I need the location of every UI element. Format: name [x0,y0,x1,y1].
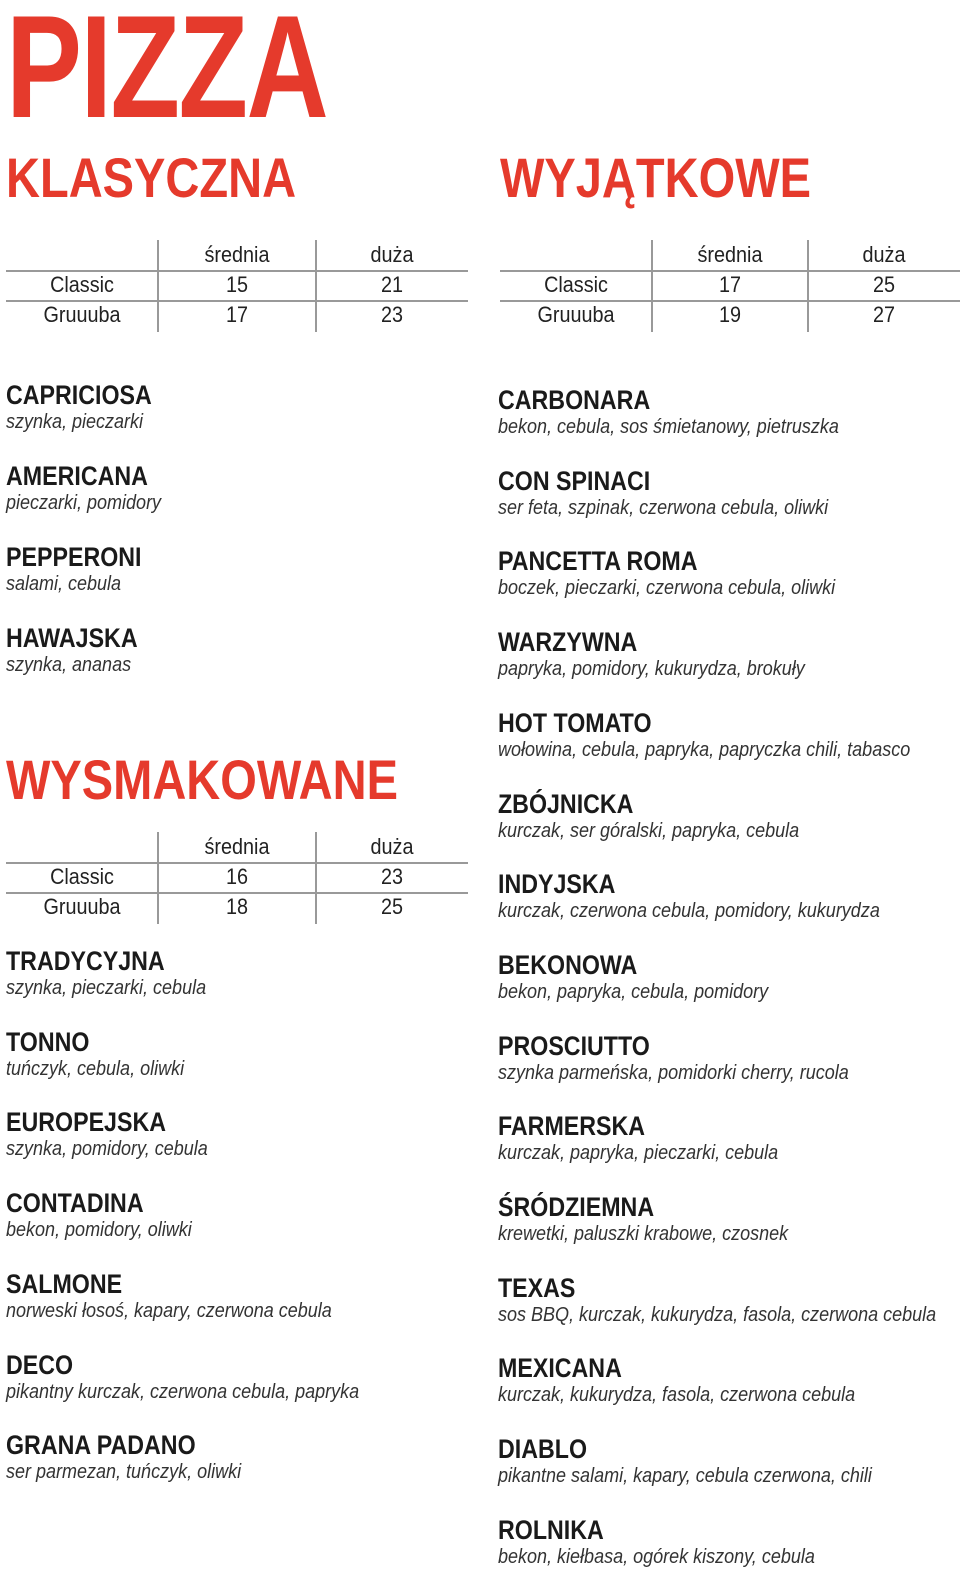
menu-item-name: PROSCIUTTO [498,1030,650,1061]
menu-item [498,708,956,762]
price-cell-label: Gruuuba [43,302,121,327]
menu-item-ingredients: bekon, kiełbasa, ogórek kiszony, cebula [498,1545,815,1568]
price-header-row [6,240,468,270]
price-cell-duza: 27 [872,302,896,327]
price-header-srednia: średnia [697,242,763,267]
menu-item-name: MEXICANA [498,1353,622,1384]
menu-item [498,1273,960,1327]
menu-item-name: HAWAJSKA [6,623,138,653]
section-title-wysmakowane: WYSMAKOWANE [6,748,398,811]
price-divider [500,300,960,302]
menu-item-name: CARBONARA [498,385,651,415]
price-row [500,270,960,300]
menu-item-ingredients: bekon, cebula, sos śmietanowy, pietruszka [498,416,839,438]
price-column-divider [807,240,809,332]
menu-item-ingredients: bekon, pomidory, oliwki [6,1219,192,1242]
menu-item-name: DIABLO [498,1434,588,1465]
menu-item [6,1430,267,1484]
price-header-duza: duża [862,242,906,267]
menu-item [498,869,922,923]
price-cell-srednia: 15 [225,272,249,297]
menu-item [498,385,877,439]
price-row [6,270,468,300]
menu-item-ingredients: norweski łosoś, kapary, czerwona cebula [6,1299,332,1322]
menu-item [498,789,833,843]
menu-item-name: WARZYWNA [498,627,638,658]
menu-item [6,623,159,677]
price-row [6,862,468,892]
price-table-wysmakowane [6,832,468,924]
price-table-wyjatkowe [500,240,960,332]
menu-item-ingredients: krewetki, paluszki krabowe, czosnek [498,1223,789,1245]
menu-item-ingredients: kurczak, kukurydza, fasola, czerwona cebula [498,1384,856,1407]
menu-item-name: HOT TOMATO [498,707,652,738]
menu-item-name: ROLNIKA [498,1514,604,1545]
menu-item-ingredients: pikantne salami, kapary, cebula czerwona, chili [498,1465,872,1488]
menu-item [498,1192,820,1246]
menu-item [498,950,798,1004]
menu-item-name: EUROPEJSKA [6,1107,167,1138]
menu-item-name: GRANA PADANO [6,1430,196,1461]
menu-item-ingredients: sos BBQ, kurczak, kukurydza, fasola, czerwona cebula [498,1303,937,1326]
menu-item [498,627,839,681]
menu-item-name: DECO [6,1349,74,1380]
menu-item-name: TONNO [6,1026,90,1057]
price-cell-srednia: 18 [225,894,249,919]
price-cell-srednia: 17 [718,272,742,297]
price-header-row [500,240,960,270]
menu-item [6,1107,230,1161]
menu-item [498,466,865,520]
menu-item-ingredients: kurczak, papryka, pieczarki, cebula [498,1142,779,1165]
menu-item-name: CONTADINA [6,1188,144,1219]
section-title-wyjatkowe: WYJĄTKOWE [500,146,811,209]
menu-item [498,1515,850,1569]
menu-item-name: AMERICANA [6,461,148,491]
menu-item [498,1111,809,1165]
menu-item-ingredients: kurczak, ser góralski, papryka, cebula [498,819,800,842]
price-cell-srednia: 17 [225,302,249,327]
page-title: PIZZA [6,0,328,148]
menu-item-name: PEPPERONI [6,542,142,572]
menu-item-ingredients: ser feta, szpinak, czerwona cebula, oliwki [498,496,829,519]
price-divider [6,270,468,272]
menu-item [6,380,176,434]
menu-item-name: PANCETTA ROMA [498,546,698,577]
price-divider [6,862,468,864]
price-header-row [6,832,468,862]
price-cell-duza: 25 [872,272,896,297]
price-divider [6,300,468,302]
menu-item-ingredients: papryka, pomidory, kukurydza, brokuły [498,658,805,681]
price-cell-label: Classic [50,864,114,889]
menu-item [6,1350,398,1404]
price-divider [6,892,468,894]
menu-item-ingredients: pieczarki, pomidory [6,492,162,514]
menu-item [498,1434,913,1488]
menu-item [6,1188,212,1242]
menu-item-ingredients: szynka parmeńska, pomidorki cherry, rucola [498,1061,849,1084]
price-column-divider [315,832,317,924]
menu-item-ingredients: kurczak, czerwona cebula, pomidory, kukurydza [498,900,880,923]
price-cell-srednia: 19 [718,302,742,327]
menu-item [6,946,228,1000]
menu-item-ingredients: szynka, pomidory, cebula [6,1138,208,1161]
price-cell-duza: 25 [380,894,404,919]
price-header-duza: duża [370,834,414,859]
menu-item-ingredients: boczek, pieczarki, czerwona cebula, oliwki [498,577,836,600]
menu-item-name: SALMONE [6,1268,123,1299]
menu-item-name: FARMERSKA [498,1111,646,1142]
menu-item [498,1353,895,1407]
menu-item [6,461,178,515]
menu-item-ingredients: pikantny kurczak, czerwona cebula, papryka [6,1380,360,1403]
price-table-klasyczna [6,240,468,332]
price-cell-label: Classic [544,272,608,297]
price-row [6,300,468,330]
menu-item-ingredients: ser parmezan, tuńczyk, oliwki [6,1461,242,1484]
price-row [6,892,468,922]
menu-item-ingredients: szynka, ananas [6,654,132,676]
menu-item-ingredients: salami, cebula [6,573,122,595]
price-column-divider [157,240,159,332]
menu-item [6,1027,204,1081]
price-cell-label: Gruuuba [43,894,121,919]
price-header-srednia: średnia [204,834,270,859]
menu-item-name: TRADYCYJNA [6,946,165,976]
menu-item-name: ZBÓJNICKA [498,788,634,819]
price-header-srednia: średnia [204,242,270,267]
price-cell-label: Classic [50,272,114,297]
menu-item [498,1031,888,1085]
menu-item-name: CON SPINACI [498,465,651,496]
menu-item-name: BEKONOWA [498,949,638,980]
price-cell-duza: 23 [380,302,404,327]
menu-item-name: INDYJSKA [498,869,616,900]
menu-item-name: ŚRÓDZIEMNA [498,1192,655,1222]
section-title-klasyczna: KLASYCZNA [6,146,297,209]
price-column-divider [157,832,159,924]
menu-item [6,542,164,596]
price-row [500,300,960,330]
menu-item [498,546,873,600]
menu-item [6,1269,368,1323]
menu-item-name: TEXAS [498,1272,576,1303]
menu-item-ingredients: bekon, papryka, cebula, pomidory [498,980,769,1003]
price-column-divider [315,240,317,332]
price-header-duza: duża [370,242,414,267]
menu-item-ingredients: szynka, pieczarki, cebula [6,977,207,999]
menu-item-ingredients: wołowina, cebula, papryka, papryczka chili, tabasco [498,738,911,761]
price-cell-duza: 23 [380,864,404,889]
price-cell-duza: 21 [380,272,404,297]
menu-item-ingredients: szynka, pieczarki [6,411,144,433]
price-cell-label: Gruuuba [537,302,615,327]
menu-item-name: CAPRICIOSA [6,380,152,410]
price-divider [500,270,960,272]
menu-item-ingredients: tuńczyk, cebula, oliwki [6,1057,185,1080]
price-cell-srednia: 16 [225,864,249,889]
price-column-divider [651,240,653,332]
